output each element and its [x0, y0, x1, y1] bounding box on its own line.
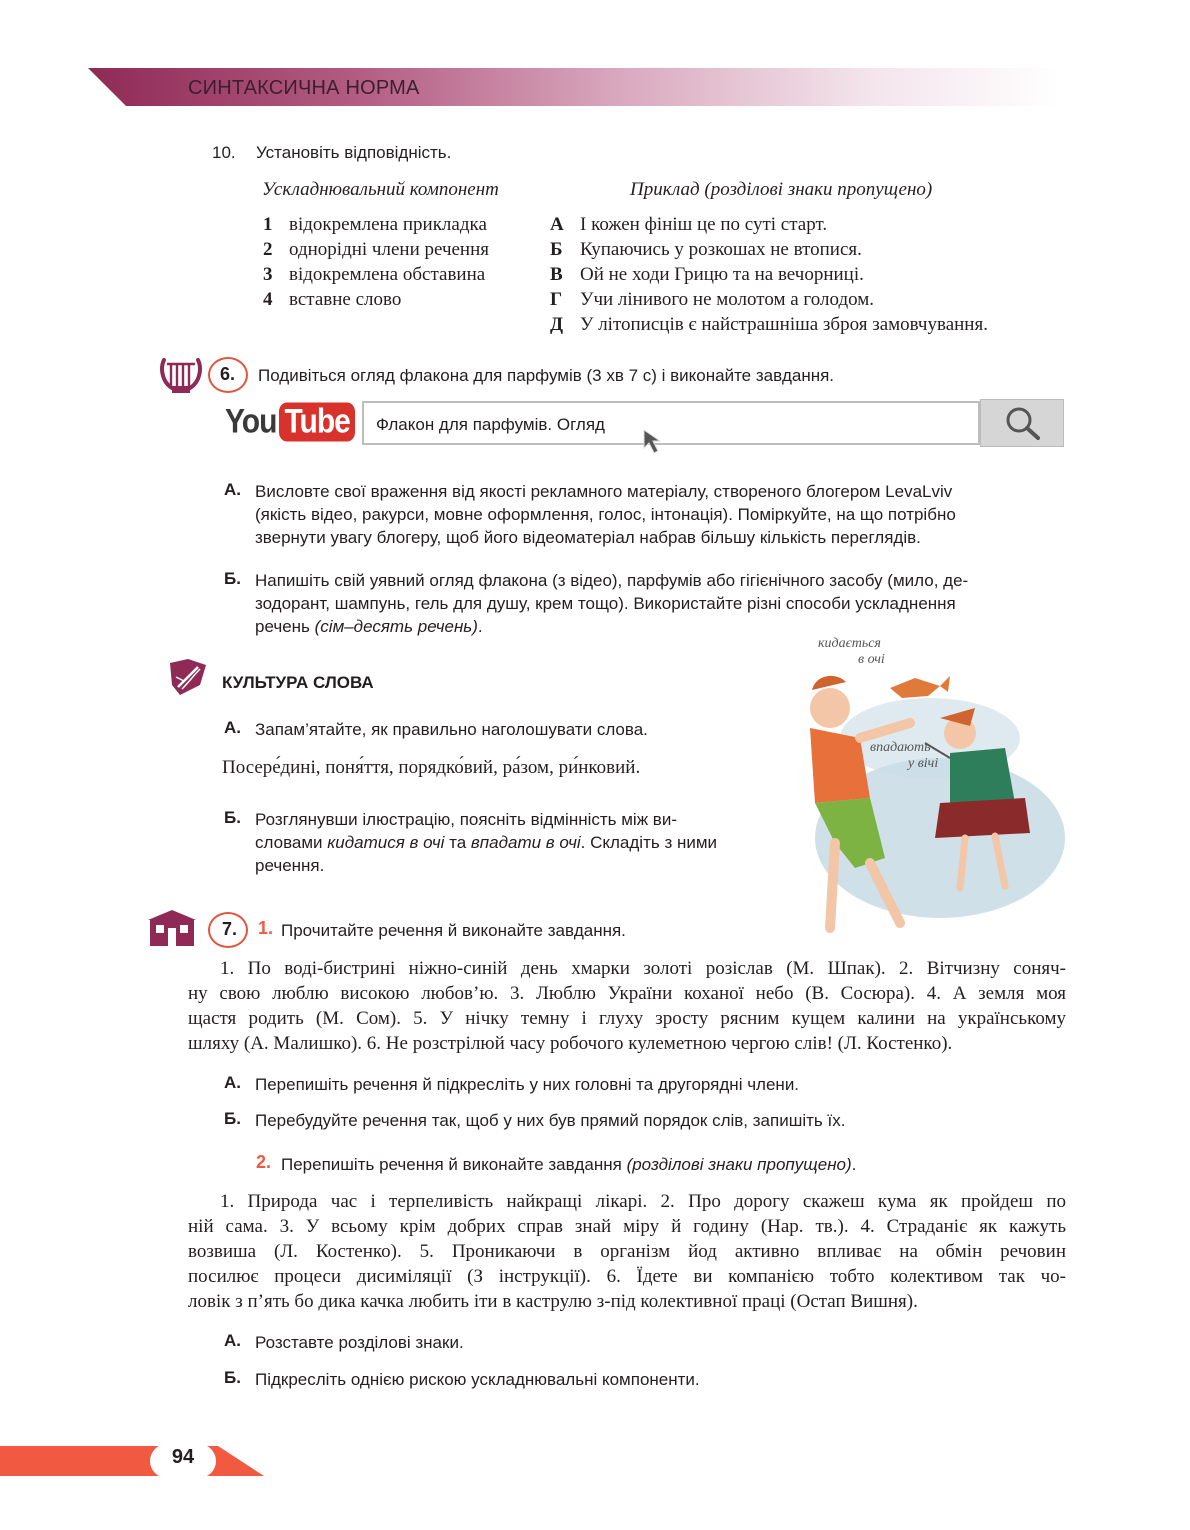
task6-b-label: Б.: [224, 569, 241, 588]
task7-b2-text: Підкресліть однією рискою ускладнювальні компоненти.: [255, 1370, 700, 1389]
stress-words: Посере́дині, поня́ття, порядко́вий, ра́зом, ри́нковий.: [222, 757, 641, 778]
culture-a-text: Запам’ятайте, як правильно наголошувати слова.: [255, 720, 648, 739]
task7-a1-label: А.: [224, 1073, 241, 1092]
task7-b2-label: Б.: [224, 1368, 241, 1387]
illus-label-3: впадають: [870, 740, 931, 755]
right-item: Д У літописців є найстрашніша зброя замовчування.: [550, 314, 988, 335]
task6-a-line3: звернути увагу блогеру, щоб його відеоматеріал набрав більшу кількість переглядів.: [255, 528, 921, 547]
footer-bar: [0, 1446, 264, 1476]
task7-b1-text: Перебудуйте речення так, щоб у них був прямий порядок слів, запишіть їх.: [255, 1111, 846, 1130]
culture-b-line3: речення.: [255, 856, 325, 875]
task7-paragraph-1: 1. По воді-бистрині ніжно-синій день хмарки золоті розіслав (М. Шпак). 2. Вітчизну соняч- ну свою люблю високою любов’ю. 3. Люблю України коханої небо (В. Сосюра). 4. А земля моя щастя родить (М. Сом). 5. У нічку темну і глуху зросту рясним кущем калини на українському шляху (А. Малишко). 6. Не розстрілюй часу робочого кулеметною чергою слів! (Л. Костенко).: [188, 958, 1066, 1054]
task7-paragraph-2: 1. Природа час і терпеливість найкращі лікарі. 2. Про дорогу скажеш кума як пройдеш по ній сама. 3. У всьому крім добрих справ знай міру й годину (Нар. тв.). 4. Страданіє як кажуть возвиша (Л. Костенко). 5. Проникаючи в організм йод активно впливає на обмін речовин посилює процеси дисиміляції (З інструкції). 6. Їдете ви компанією тобто колективом так чо- ловік з п’ять бо дика качка любить іти в каструлю з-під колективної праці (Остап Вишня).: [188, 1191, 1066, 1312]
task7-part1-prompt: Прочитайте речення й виконайте завдання.: [281, 921, 626, 940]
illus-label-1: кидається: [818, 636, 881, 651]
task7-a2-text: Розставте розділові знаки.: [255, 1333, 464, 1352]
section-title: СИНТАКСИЧНА НОРМА: [188, 77, 420, 99]
left-item: 2 однорідні члени речення: [263, 239, 490, 260]
left-item: 1 відокремлена прикладка: [263, 214, 487, 235]
task7-part2-prompt: Перепишіть речення й виконайте завдання (розділові знаки пропущено).: [281, 1155, 857, 1174]
task6-a-label: А.: [224, 480, 241, 499]
illus-label-4: у вічі: [908, 756, 939, 771]
culture-b-label: Б.: [224, 808, 241, 827]
task7-a2-label: А.: [224, 1331, 241, 1350]
task6-prompt: Подивіться огляд флакона для парфумів (3 хв 7 с) і виконайте завдання.: [258, 366, 835, 385]
task7-b1-label: Б.: [224, 1109, 241, 1128]
culture-b-line2: словами кидатися в очі та впадати в очі. Складіть з ними: [255, 833, 718, 852]
right-item: В Ой не ходи Грицю та на вечорниці.: [550, 264, 864, 285]
culture-a-label: А.: [224, 718, 241, 737]
task7-part1-number: 1.: [258, 918, 274, 938]
house-icon: [146, 908, 198, 948]
quill-icon: [166, 655, 210, 699]
youtube-logo: You Tube: [225, 402, 355, 442]
culture-heading: КУЛЬТУРА СЛОВА: [222, 673, 374, 692]
task10-left-heading: Ускладнювальний компонент: [262, 179, 499, 200]
search-icon: [981, 400, 1065, 448]
illustration: [790, 628, 1070, 933]
task6-b-line1: Напишіть свій уявний огляд флакона (з відео), парфумів або гігієнічного засобу (мило, де-: [255, 571, 969, 590]
task7-part2-number: 2.: [256, 1152, 272, 1172]
search-button[interactable]: [980, 399, 1064, 447]
left-item: 3 відокремлена обставина: [263, 264, 486, 285]
left-item: 4 вставне слово: [263, 289, 402, 310]
task6-a-line1: Висловте свої враження від якості рекламного матеріалу, створеного блогером LevaLviv: [255, 482, 953, 501]
task6-a-line2: (якість відео, ракурси, мовне оформлення, голос, інтонація). Поміркуйте, на що потрібно: [255, 505, 956, 524]
illus-label-2: в очі: [858, 652, 885, 667]
task10-prompt: Установіть відповідність.: [256, 143, 452, 162]
page-number: 94: [171, 1446, 195, 1468]
cursor-icon: [642, 428, 670, 458]
task7-a1-text: Перепишіть речення й підкресліть у них головні та другорядні члени.: [255, 1075, 800, 1094]
task6-b-line2: зодорант, шампунь, гель для душу, крем тощо). Використайте різні способи ускладнення: [255, 594, 956, 613]
right-item: Б Купаючись у розкошах не втопися.: [550, 239, 862, 260]
task6-number: 6.: [220, 364, 236, 384]
task10-number: 10.: [212, 143, 236, 162]
task10-right-heading: Приклад (розділові знаки пропущено): [630, 179, 933, 200]
search-input[interactable]: Флакон для парфумів. Огляд: [362, 401, 980, 445]
culture-b-line1: Розглянувши ілюстрацію, поясніть відмінність між ви-: [255, 810, 677, 829]
right-item: А І кожен фініш це по суті старт.: [550, 214, 828, 235]
right-item: Г Учи лінивого не молотом а голодом.: [550, 289, 875, 310]
task6-b-line3: речень (сім–десять речень).: [255, 617, 483, 636]
lyre-icon: [158, 356, 204, 396]
task7-number: 7.: [222, 919, 238, 939]
